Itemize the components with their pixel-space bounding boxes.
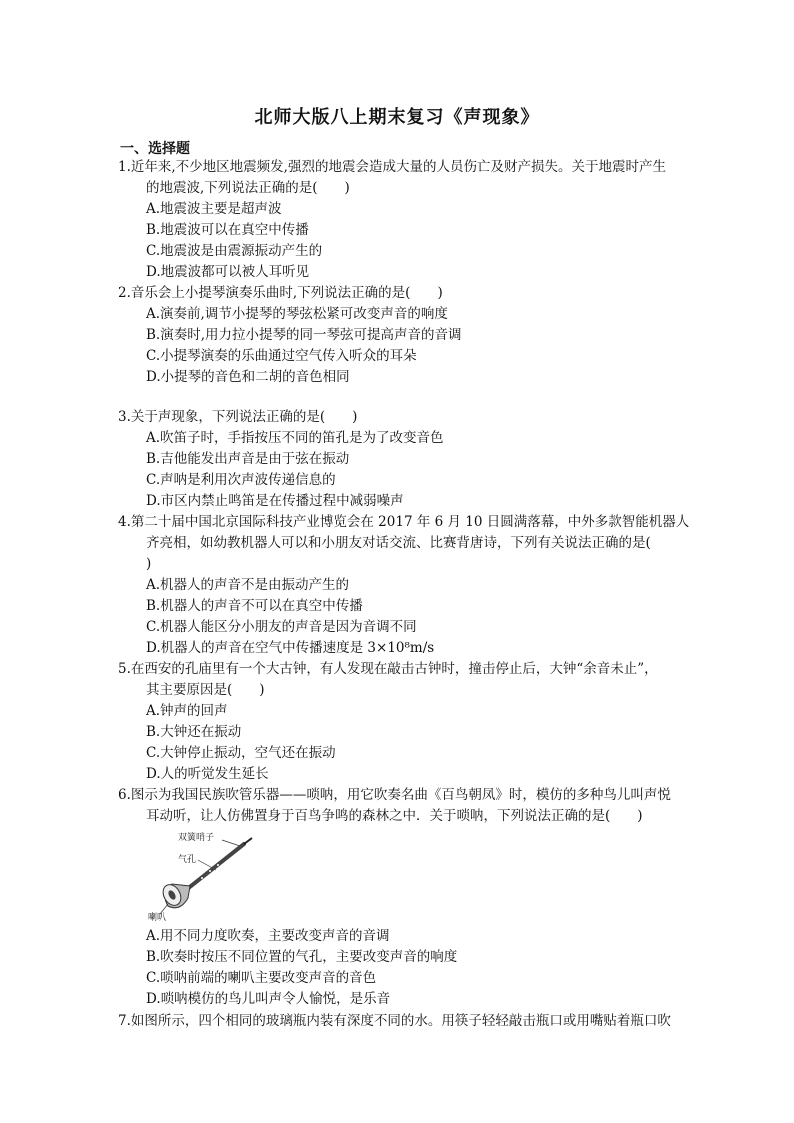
air-hole — [217, 864, 219, 866]
question-5-option-c: C.大钟停止振动，空气还在振动 — [146, 745, 336, 761]
question-1-option-d: D.地震波都可以被人耳听见 — [146, 264, 310, 280]
question-4-option-b: B.机器人的声音不可以在真空中传播 — [146, 598, 363, 614]
question-2-option-a: A.演奏前,调节小提琴的琴弦松紧可改变声音的响度 — [146, 306, 448, 322]
question-4-option-c: C.机器人能区分小朋友的声音是因为音调不同 — [146, 619, 417, 635]
air-hole — [209, 870, 211, 872]
question-1-option-b: B.地震波可以在真空中传播 — [146, 222, 309, 238]
question-6-option-b: B.吹奏时按压不同位置的气孔，主要改变声音的响度 — [146, 949, 458, 965]
question-4-stem: ) — [146, 556, 152, 572]
question-2-option-c: C.小提琴演奏的乐曲通过空气传入听众的耳朵 — [146, 348, 417, 364]
air-hole — [201, 877, 203, 879]
question-3-stem: 3.关于声现象，下列说法正确的是( ) — [118, 409, 358, 425]
question-2-stem: 2.音乐会上小提琴演奏乐曲时,下列说法正确的是( ) — [118, 285, 443, 301]
question-1-stem: 的地震波,下列说法正确的是( ) — [146, 180, 350, 196]
question-6-option-d: D.唢呐模仿的鸟儿叫声令人愉悦，是乐音 — [146, 991, 391, 1007]
question-6-option-c: C.唢呐前端的喇叭主要改变声音的音色 — [146, 970, 377, 986]
question-3-option-a: A.吹笛子时，手指按压不同的笛孔是为了改变音色 — [146, 430, 444, 446]
figure-label-reed: 双簧哨子 — [178, 833, 215, 843]
suona-pipe — [186, 844, 244, 890]
question-7-stem: 7.如图所示，四个相同的玻璃瓶内装有深度不同的水。用筷子轻轻敲击瓶口或用嘴贴着瓶口吹 — [118, 1013, 671, 1029]
question-2-option-d: D.小提琴的音色和二胡的音色相同 — [146, 369, 350, 385]
section-heading: 一、选择题 — [120, 141, 190, 157]
reed-leader-line — [222, 840, 240, 846]
question-1-option-a: A.地震波主要是超声波 — [146, 201, 282, 217]
question-5-stem: 其主要原因是( ) — [146, 682, 265, 698]
question-4-stem: 4.第二十届中国北京国际科技产业博览会在 2017 年 6 月 10 日圆满落幕，中外多款智能机器人 — [118, 514, 690, 530]
question-5-option-b: B.大钟还在振动 — [146, 724, 242, 740]
question-6-stem: 耳动听，让人仿佛置身于百鸟争鸣的森林之中．关于唢呐，下列说法正确的是( ) — [146, 808, 643, 824]
question-1-option-c: C.地震波是由震源振动产生的 — [146, 243, 323, 259]
question-4-option-d: D.机器人的声音在空气中传播速度是 3×10⁸m/s — [146, 640, 435, 656]
question-4-option-a: A.机器人的声音不是由振动产生的 — [146, 577, 350, 593]
question-5-stem: 5.在西安的孔庙里有一个大古钟，有人发现在敲击古钟时，撞击停止后，大钟“余音未止”， — [118, 661, 658, 677]
suona-figure — [146, 828, 256, 924]
question-5-option-a: A.钟声的回声 — [146, 703, 228, 719]
question-4-stem: 齐亮相，如幼教机器人可以和小朋友对话交流、比赛背唐诗，下列有关说法正确的是( — [146, 535, 651, 551]
question-6-stem: 6.图示为我国民族吹管乐器——唢呐，用它吹奏名曲《百鸟朝凤》时，模仿的多种鸟儿叫声悦 — [118, 787, 671, 803]
question-5-option-d: D.人的听觉发生延长 — [146, 766, 269, 782]
figure-label-horn: 喇叭 — [148, 913, 167, 923]
question-3-option-c: C.声呐是利用次声波传递信息的 — [146, 472, 336, 488]
question-3-option-b: B.吉他能发出声音是由于弦在振动 — [146, 451, 350, 467]
suona-reed — [244, 838, 252, 844]
question-3-option-d: D.市区内禁止鸣笛是在传播过程中减弱噪声 — [146, 493, 404, 509]
page-title: 北师大版八上期末复习《声现象》 — [254, 107, 540, 128]
question-1-stem: 1.近年来,不少地区地震频发,强烈的地震会造成大量的人员伤亡及财产损失。关于地震时产生 — [118, 159, 666, 175]
question-6-option-a: A.用不同力度吹奏，主要改变声音的音调 — [146, 928, 390, 944]
figure-label-holes: 气孔 — [178, 855, 197, 865]
question-2-option-b: B.演奏时,用力拉小提琴的同一琴弦可提高声音的音调 — [146, 327, 462, 343]
